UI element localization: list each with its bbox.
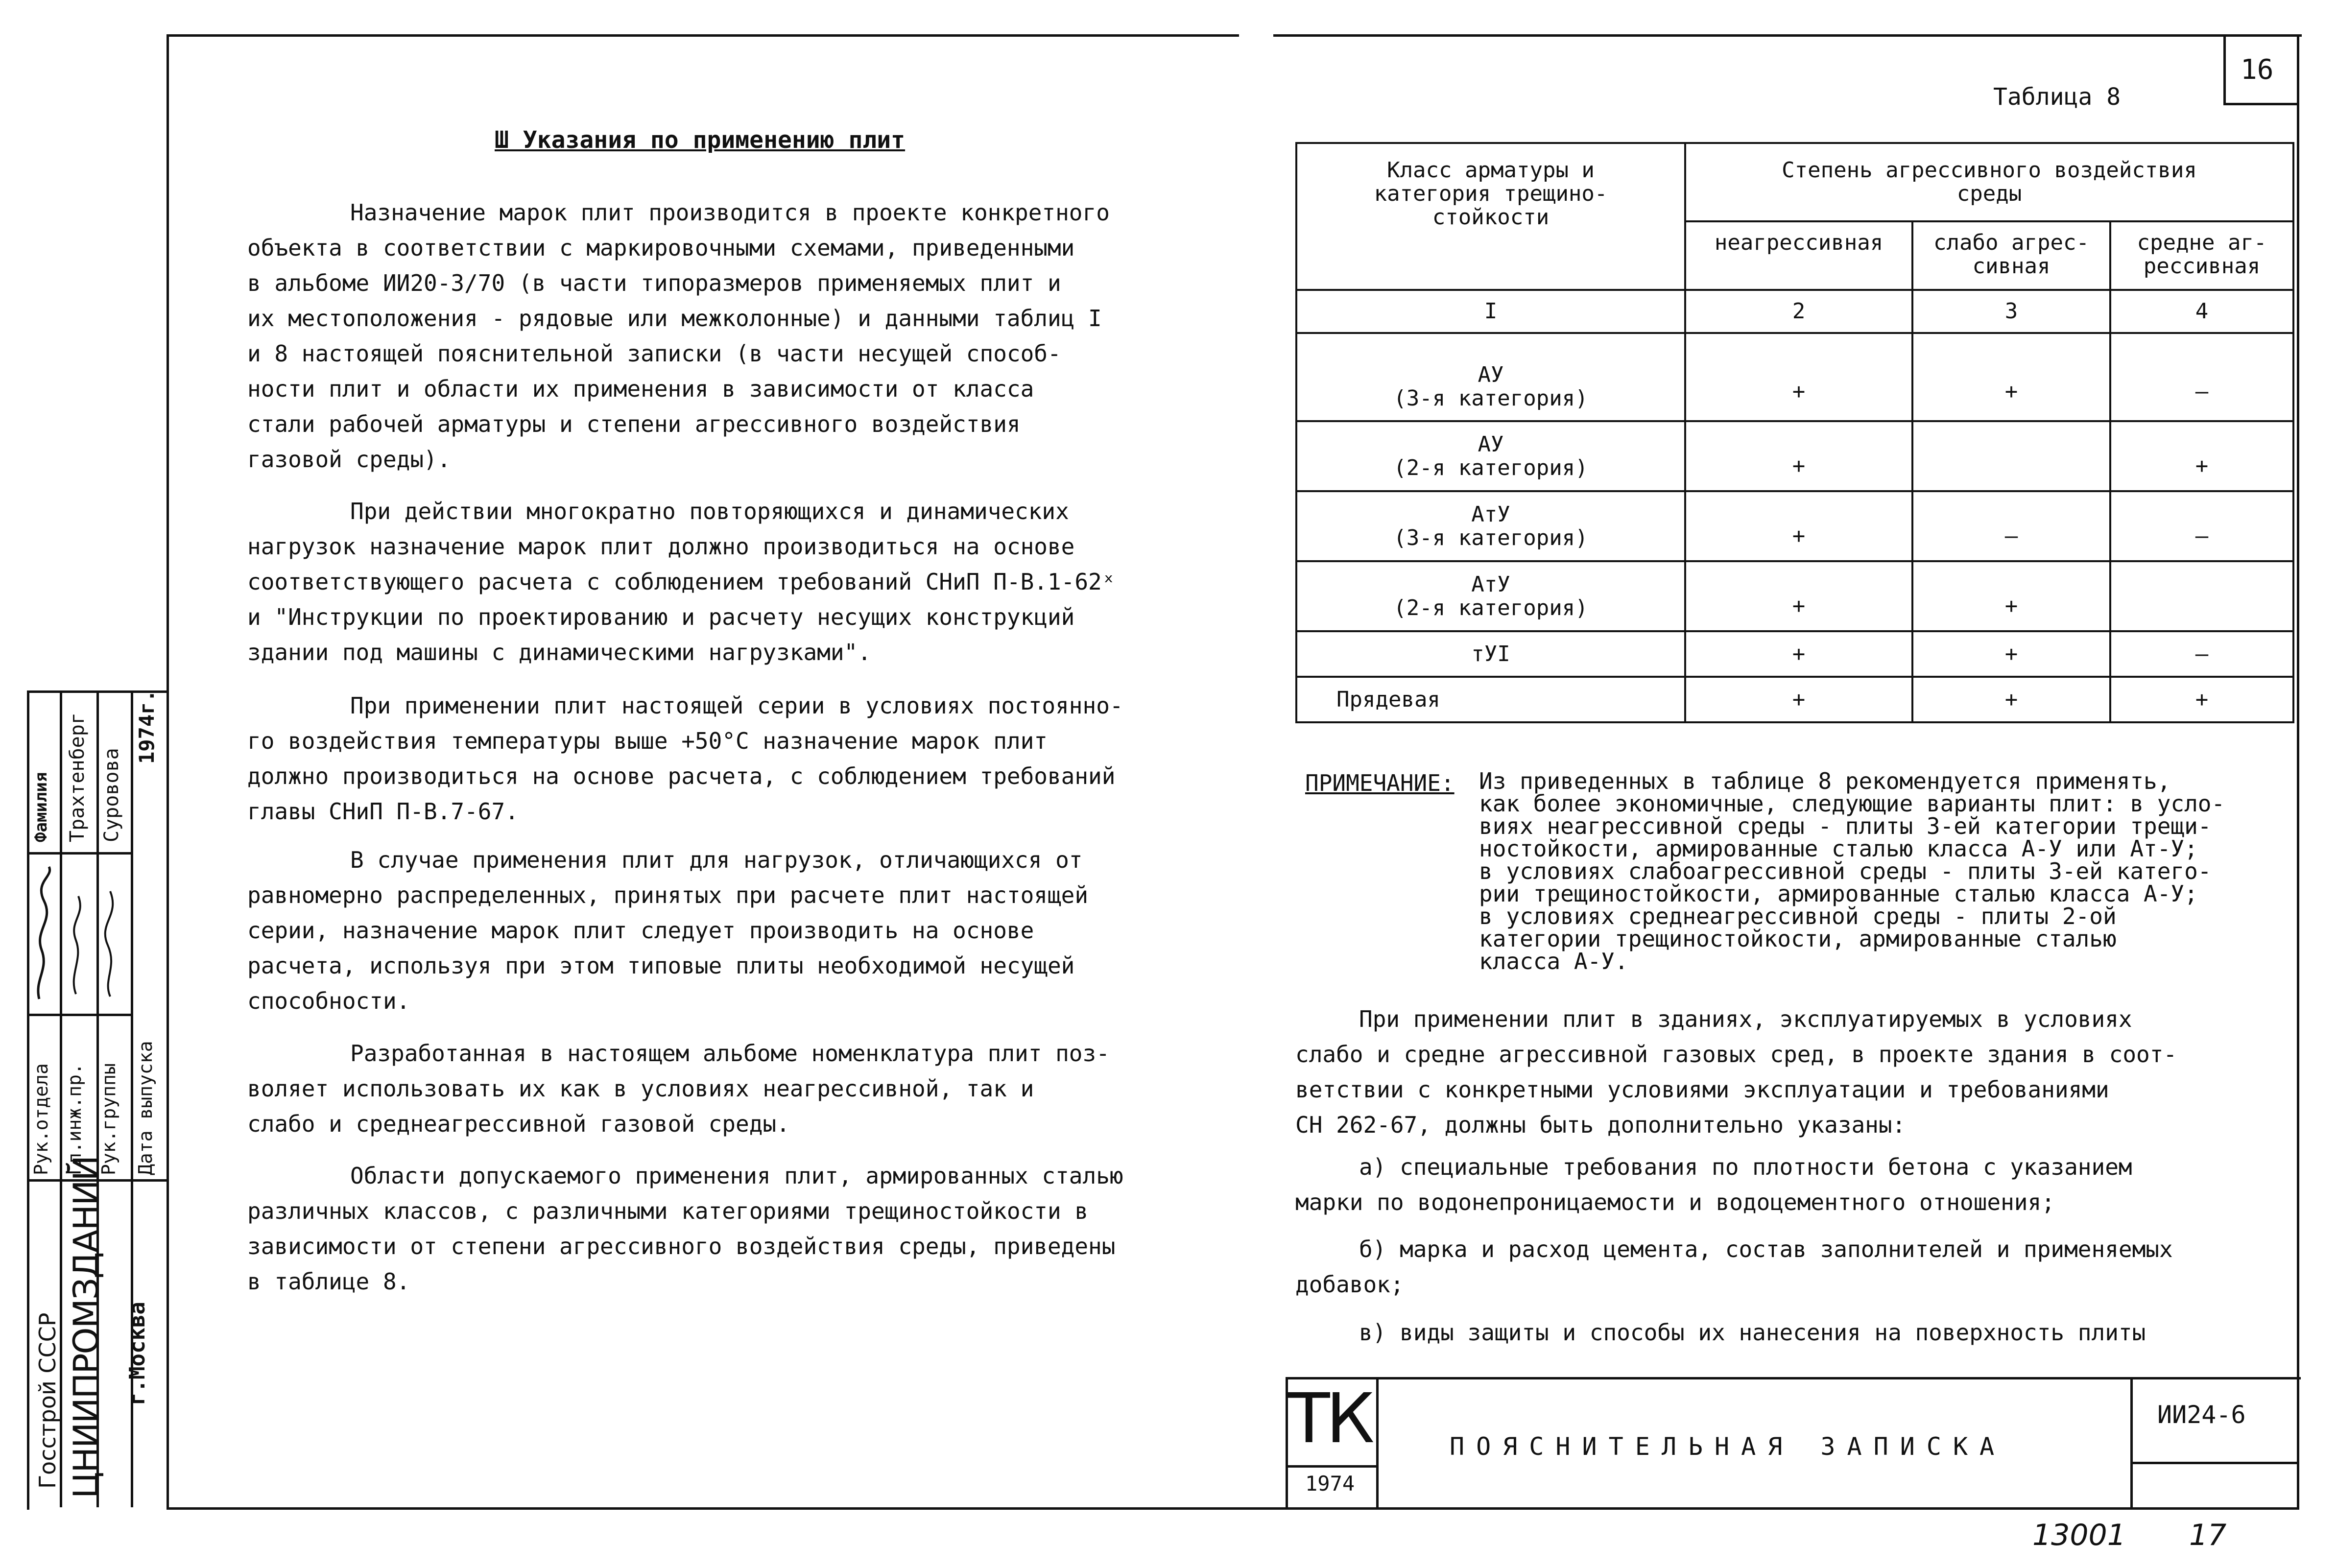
signature-icon (29, 862, 127, 1004)
table-row-label: АтУ (3-я категория) (1296, 491, 1685, 561)
section-heading: Ш Указания по применению плит (495, 126, 906, 154)
title-block-divider-2 (1286, 1465, 1376, 1468)
table-cell: + (1685, 491, 1912, 561)
document-code: ИИ24-6 (2157, 1401, 2246, 1429)
table-cell: + (1685, 421, 1912, 491)
title-block-divider-4 (2130, 1462, 2299, 1464)
paragraph-2: При действии многократно повторяющихся и динамических нагрузок назначение марок плит должно производиться на основе соответствующего расчета с соблюдением требований СНиП П-В.1-62ˣ и "Инструкции по проектированию и расчету несущих конструкций здании под машины с динамическими нагрузками". (247, 498, 1116, 665)
table-row-label: АУ (3-я категория) (1296, 333, 1685, 421)
table-cell (1912, 421, 2110, 491)
table-subheader-1: неагрессивная (1685, 221, 1912, 290)
document-title: ПОЯСНИТЕЛЬНАЯ ЗАПИСКА (1450, 1432, 2006, 1461)
table-row (1296, 491, 2293, 561)
table-cell: + (1685, 561, 1912, 631)
list-item-b: б) марка и расход цемента, состав заполнителей и применяемых добавок; (1295, 1236, 2173, 1298)
table-cell: + (1685, 631, 1912, 677)
table-cell (2110, 561, 2293, 631)
table-cell: 2 (1685, 290, 1912, 333)
table-row-label: Прядевая (1296, 677, 1685, 722)
note-text: Из приведенных в таблице 8 рекомендуется применять, как более экономичные, следующие варианты плит: в усло- виях неагрессивной среды - плиты 3-ей категории трещи- ностойкости, армированные сталью класса А-У или Ат-У; в условиях слабоагрессивной среды - плиты 3-ей катего- рии трещиностойкости, армированные сталью класса А-У; в условиях среднеагрессивной среды - плиты 2-ой категории трещиностойкости, армированные сталью класса А-У. (1479, 768, 2225, 974)
paragraph-1: Назначение марок плит производится в проекте конкретного объекта в соответствии с маркировочными схемами, приведенными в альбоме ИИ20-3/70 (в части типоразмеров применяемых плит и их местоположения - рядовые или межколонные) и данными таблиц I и 8 настоящей пояснительной записки (в части несущей способ- ности плит и области их применения в зависимости от класса стали рабочей арматуры и степени агрессивного воздействия газовой среды). (247, 199, 1110, 473)
table-row (1296, 631, 2293, 677)
table-cell: – (2110, 491, 2293, 561)
table-cell: + (2110, 677, 2293, 722)
stamp-city: г.Москва (125, 1302, 150, 1405)
table-cell: – (2110, 333, 2293, 421)
title-block-divider-1 (1376, 1377, 1379, 1507)
stamp-org1: Госстрой СССР (34, 1312, 61, 1489)
table-cell: + (1912, 333, 2110, 421)
table-cell: 3 (1912, 290, 2110, 333)
stamp-role-4: Дата выпуска (135, 1041, 156, 1175)
table-cell: – (2110, 631, 2293, 677)
stamp-role-1: Рук.отдела (30, 1063, 52, 1175)
table-cell: + (1685, 333, 1912, 421)
table-row-label: тУI (1296, 631, 1685, 677)
right-paragraph: При применении плит в зданиях, эксплуатируемых в условиях слабо и средне агрессивной газовых сред, в проекте здания в соот- ветствии с конкретными условиями эксплуатации и требованиями СН 262-67, должны быть дополнительно указаны: (1295, 1006, 2177, 1138)
note-label: ПРИМЕЧАНИЕ: (1305, 770, 1455, 796)
tk-mark: ТК (1288, 1379, 1371, 1459)
table-cell: + (1912, 631, 2110, 677)
table-cell: + (1685, 677, 1912, 722)
stamp-name-2: Суровова (100, 748, 123, 842)
table-cell: 4 (2110, 290, 2293, 333)
table-row-label: АУ (2-я категория) (1296, 421, 1685, 491)
paragraph-6: Области допускаемого применения плит, армированных сталью различных классов, с различными категориями трещиностойкости в зависимости от степени агрессивного воздействия среды, приведены в таблице 8. (247, 1163, 1123, 1295)
table-cell: – (1912, 491, 2110, 561)
table-row-label: АтУ (2-я категория) (1296, 561, 1685, 631)
list-item-a: а) специальные требования по плотности бетона с указанием марки по водонепроницаемости и водоцементного отношения; (1295, 1154, 2132, 1215)
frame-top-border-left (167, 34, 1239, 37)
table-label: Таблица 8 (1993, 83, 2121, 111)
side-stamp-divider-6 (27, 852, 131, 855)
stamp-org2: ЦНИИПРОМЗДАНИЙ (66, 1156, 106, 1498)
page-number: 16 (2241, 54, 2274, 86)
bottom-number-right: 17 (2189, 1518, 2227, 1552)
table-cell: I (1296, 290, 1685, 333)
stamp-names-header: Фамилия (31, 772, 51, 842)
table-row (1296, 421, 2293, 491)
table-cell: + (2110, 421, 2293, 491)
stamp-name-1: Трахтенберг (66, 713, 89, 842)
stamp-role-3: Рук.группы (98, 1063, 119, 1175)
table-subheader-3: средне аг- рессивная (2110, 221, 2293, 290)
bottom-number-left: 13001 (2032, 1518, 2126, 1552)
table-subheader-2: слабо агрес- сивная (1912, 221, 2110, 290)
table-cell: + (1912, 561, 2110, 631)
table-row (1296, 561, 2293, 631)
table-8 (1295, 142, 2294, 723)
stamp-role-2: Гл.инж.пр. (64, 1063, 85, 1175)
paragraph-4: В случае применения плит для нагрузок, отличающихся от равномерно распределенных, принятых при расчете плит настоящей серии, назначение марок плит следует производить на основе расчета, используя при этом типовые плиты необходимой несущей способности. (247, 847, 1089, 1014)
frame-top-border-right (1273, 34, 2302, 37)
paragraph-3: При применении плит настоящей серии в условиях постоянно- го воздействия температуры выше +50°С назначение марок плит должно производиться на основе расчета, с соблюдением требований главы СНиП П-В.7-67. (247, 692, 1123, 825)
table-header-group: Степень агрессивного воздействия среды (1685, 143, 2293, 221)
table-row (1296, 333, 2293, 421)
title-year: 1974 (1305, 1472, 1355, 1496)
title-block-divider-3 (2130, 1377, 2133, 1507)
side-stamp-divider-5 (27, 1014, 131, 1016)
paragraph-5: Разработанная в настоящем альбоме номенклатура плит поз- воляет использовать их как в условиях неагрессивной, так и слабо и среднеагрессивной газовой среды. (247, 1040, 1110, 1137)
table-header-class: Класс арматуры и категория трещино- стойкости (1296, 143, 1685, 290)
table-cell: + (1912, 677, 2110, 722)
list-item-c: в) виды защиты и способы их нанесения на поверхность плиты (1359, 1319, 2146, 1346)
stamp-signatures (29, 862, 127, 1004)
table-row (1296, 677, 2293, 722)
stamp-release-year: 1974г. (135, 689, 159, 764)
table-row-numbers (1296, 290, 2293, 333)
